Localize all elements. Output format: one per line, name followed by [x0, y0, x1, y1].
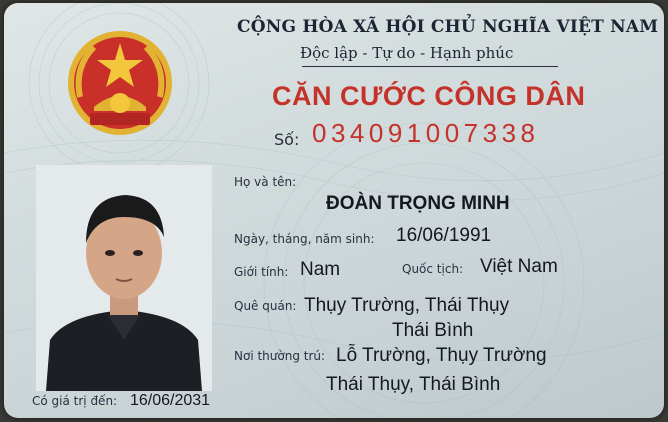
motto: Độc lập - Tự do - Hạnh phúc [300, 44, 514, 62]
country-name: CỘNG HÒA XÃ HỘI CHỦ NGHĨA VIỆT NAM [237, 17, 659, 37]
name-label: Họ và tên: [234, 175, 297, 189]
hometown-line-1: Thụy Trường, Thái Thụy [304, 295, 510, 316]
national-emblem-icon [64, 27, 176, 139]
nationality-label: Quốc tịch: [402, 262, 464, 276]
id-number: 034091007338 [312, 118, 540, 148]
dob-label: Ngày, tháng, năm sinh: [234, 232, 375, 246]
id-card [4, 3, 664, 418]
residence-line-1: Lỗ Trường, Thụy Trường [336, 345, 547, 366]
hometown-label: Quê quán: [234, 299, 297, 313]
portrait-figure [36, 165, 212, 391]
hometown-line-2: Thái Bình [392, 320, 474, 341]
full-name: ĐOÀN TRỌNG MINH [326, 193, 510, 214]
card-title: CĂN CƯỚC CÔNG DÂN [272, 81, 586, 111]
dob-value: 16/06/1991 [396, 225, 492, 246]
id-number-label: Số: [274, 130, 300, 149]
portrait-photo [36, 165, 212, 391]
residence-line-2: Thái Thụy, Thái Bình [326, 374, 501, 395]
expiry-label: Có giá trị đến: [32, 394, 118, 408]
sex-value: Nam [300, 259, 341, 280]
nationality-value: Việt Nam [480, 256, 558, 277]
motto-underline [302, 66, 558, 67]
residence-label: Nơi thường trú: [234, 349, 326, 363]
sex-label: Giới tính: [234, 265, 289, 279]
expiry-value: 16/06/2031 [130, 392, 211, 409]
